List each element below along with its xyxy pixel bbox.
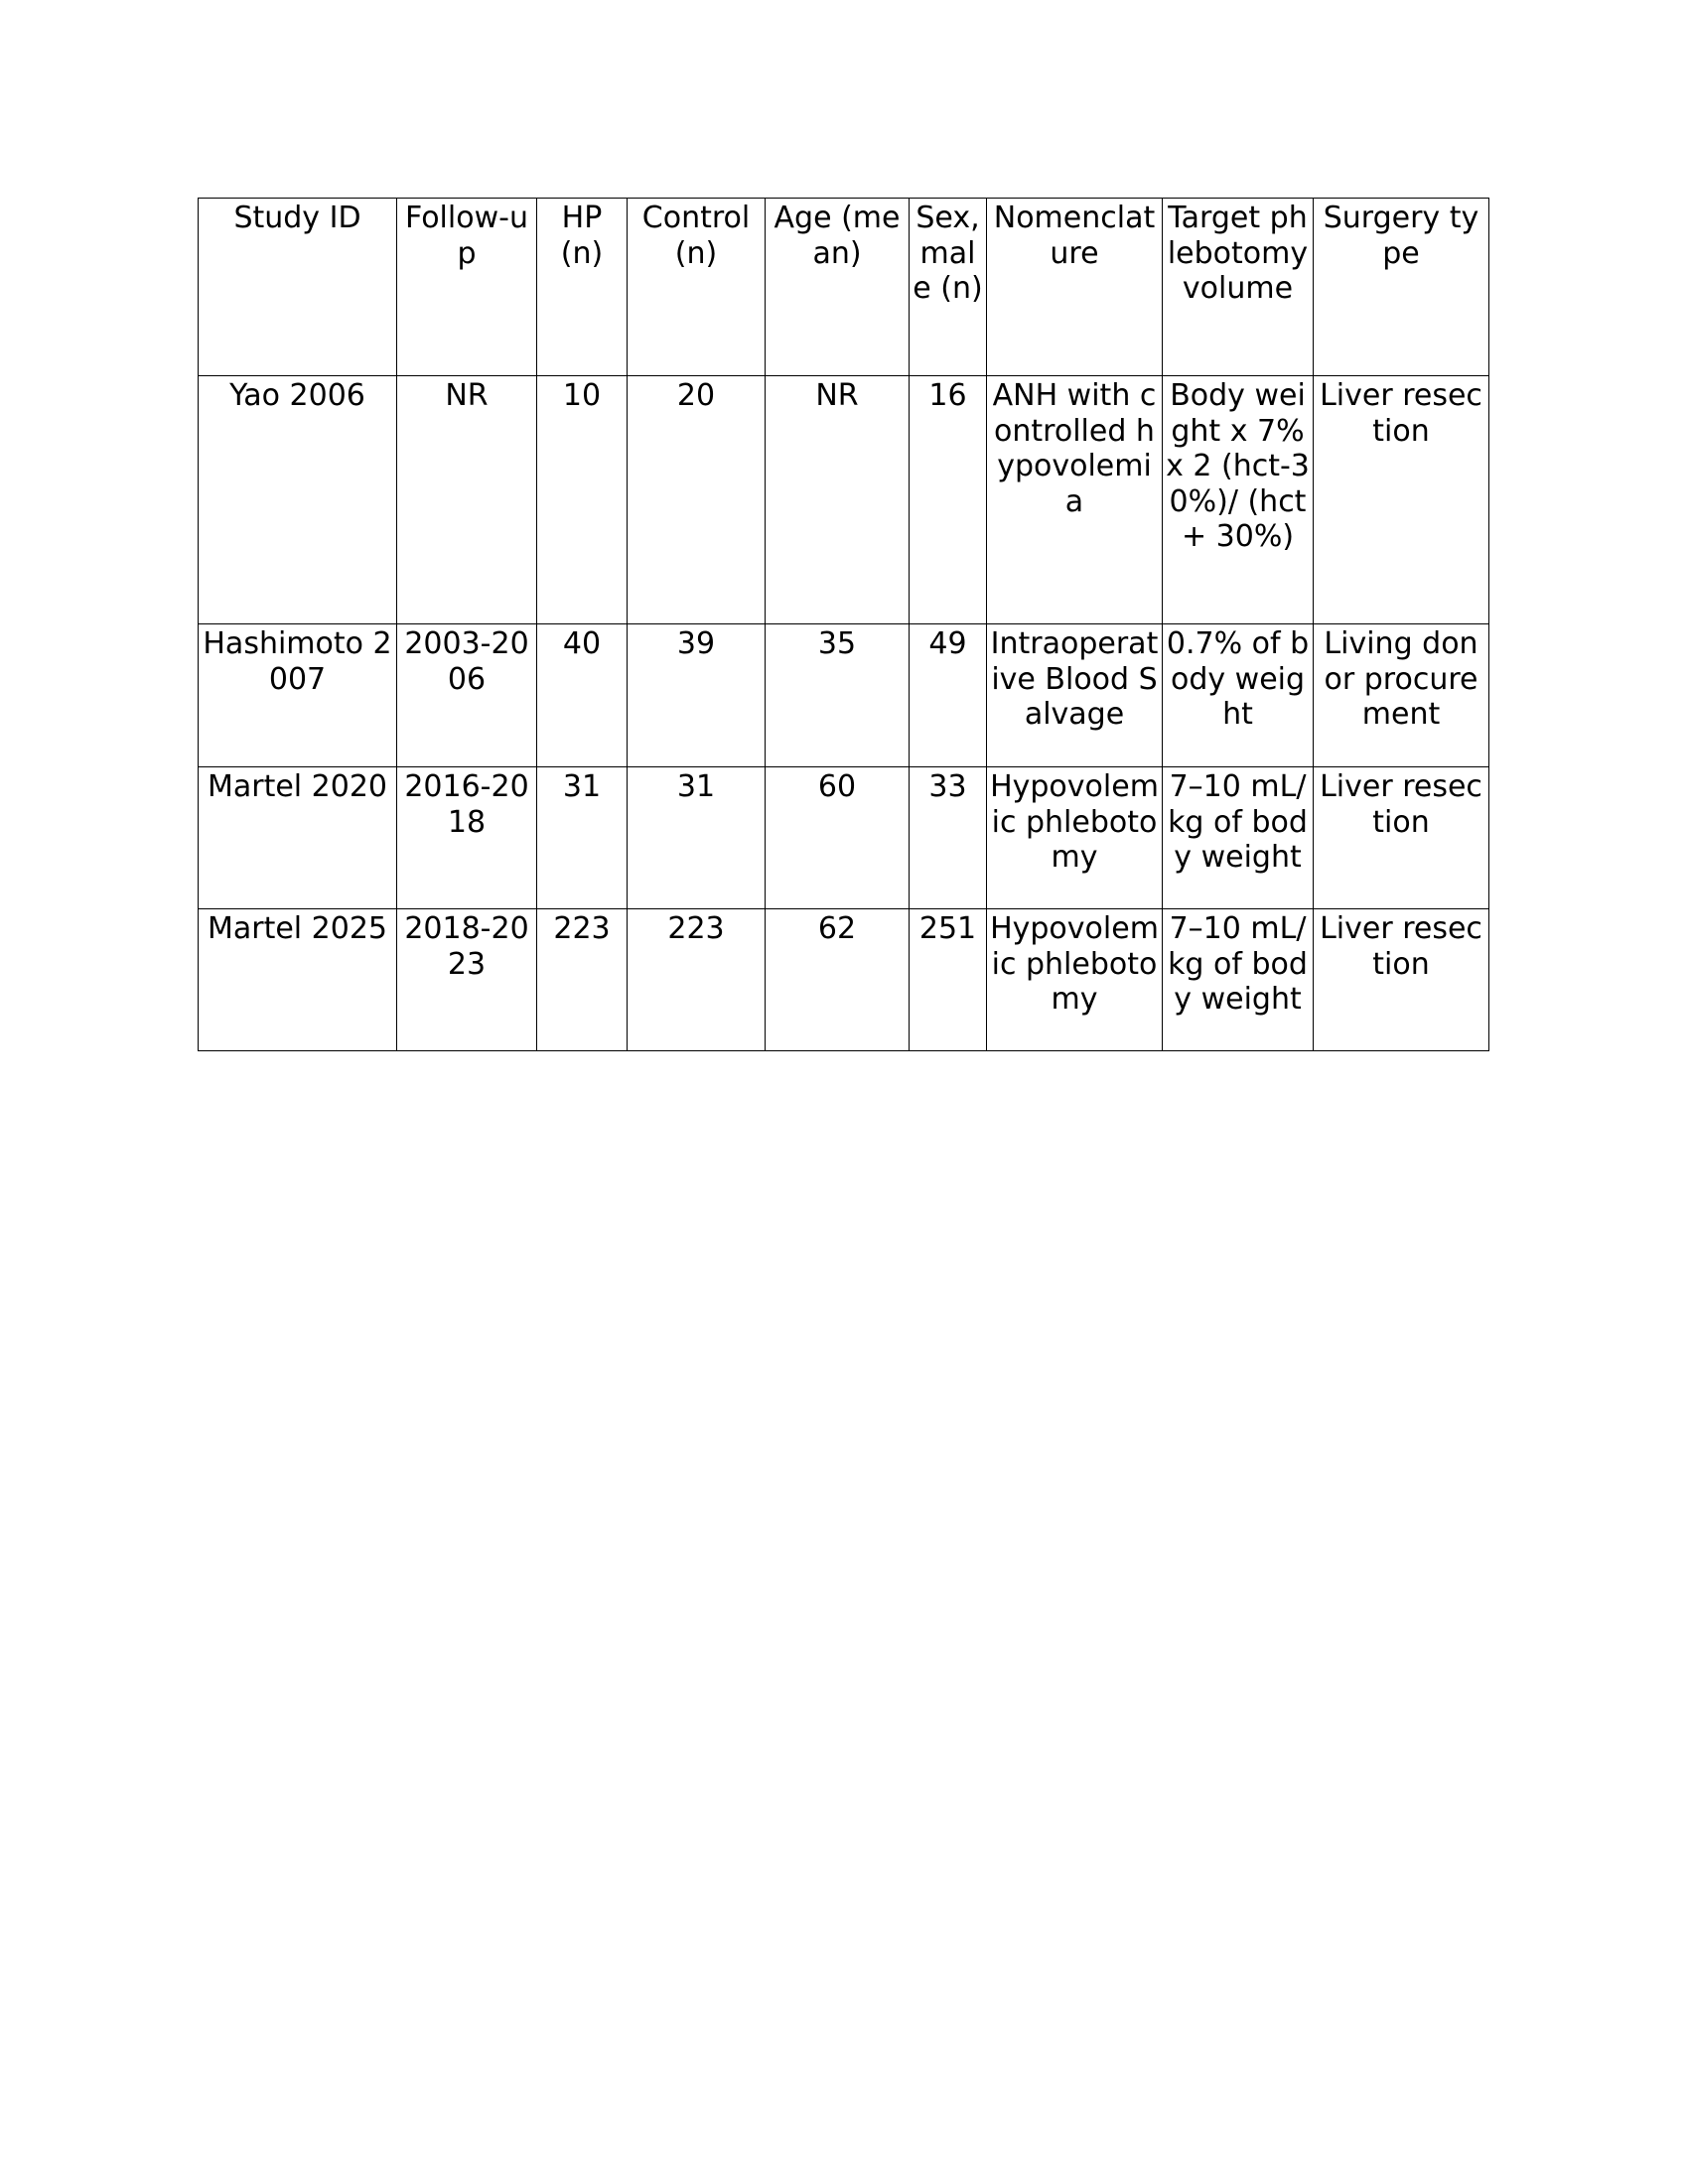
cell-sex-male: 33 [910, 767, 987, 909]
cell-nomenclature: Hypovolemic phlebotomy [987, 767, 1163, 909]
cell-hp: 31 [537, 767, 628, 909]
cell-sex-male: 251 [910, 909, 987, 1051]
header-nomenclature: Nomenclature [987, 199, 1163, 376]
cell-sex-male: 49 [910, 624, 987, 767]
cell-hp: 10 [537, 376, 628, 624]
header-target-volume: Target phlebotomy volume [1163, 199, 1314, 376]
cell-control: 20 [628, 376, 766, 624]
cell-study-id: Martel 2020 [199, 767, 397, 909]
cell-surgery-type: Liver resection [1314, 376, 1489, 624]
header-control: Control (n) [628, 199, 766, 376]
study-table [198, 198, 1489, 1051]
cell-target-volume: 0.7% of body weight [1163, 624, 1314, 767]
cell-hp: 40 [537, 624, 628, 767]
table-row [199, 767, 1489, 909]
cell-study-id: Hashimoto 2007 [199, 624, 397, 767]
cell-target-volume: 7–10 mL/kg of body weight [1163, 909, 1314, 1051]
table-row [199, 909, 1489, 1051]
cell-study-id: Yao 2006 [199, 376, 397, 624]
cell-hp: 223 [537, 909, 628, 1051]
header-follow-up: Follow-up [397, 199, 537, 376]
cell-surgery-type: Living donor procurement [1314, 624, 1489, 767]
cell-control: 223 [628, 909, 766, 1051]
cell-surgery-type: Liver resection [1314, 909, 1489, 1051]
cell-nomenclature: ANH with controlled hypovolemia [987, 376, 1163, 624]
table-row [199, 624, 1489, 767]
cell-control: 39 [628, 624, 766, 767]
cell-age: NR [766, 376, 910, 624]
cell-study-id: Martel 2025 [199, 909, 397, 1051]
header-surgery-type: Surgery type [1314, 199, 1489, 376]
cell-nomenclature: Intraoperative Blood Salvage [987, 624, 1163, 767]
cell-control: 31 [628, 767, 766, 909]
header-age: Age (mean) [766, 199, 910, 376]
header-study-id: Study ID [199, 199, 397, 376]
cell-follow-up: 2003-2006 [397, 624, 537, 767]
cell-follow-up: NR [397, 376, 537, 624]
cell-age: 62 [766, 909, 910, 1051]
header-hp: HP (n) [537, 199, 628, 376]
cell-target-volume: Body weight x 7% x 2 (hct-30%)/ (hct + 30%) [1163, 376, 1314, 624]
cell-target-volume: 7–10 mL/kg of body weight [1163, 767, 1314, 909]
cell-nomenclature: Hypovolemic phlebotomy [987, 909, 1163, 1051]
table-header-row [199, 199, 1489, 376]
cell-follow-up: 2016-2018 [397, 767, 537, 909]
cell-age: 35 [766, 624, 910, 767]
cell-follow-up: 2018-2023 [397, 909, 537, 1051]
header-sex-male: Sex, male (n) [910, 199, 987, 376]
cell-surgery-type: Liver resection [1314, 767, 1489, 909]
cell-age: 60 [766, 767, 910, 909]
table-row [199, 376, 1489, 624]
cell-sex-male: 16 [910, 376, 987, 624]
